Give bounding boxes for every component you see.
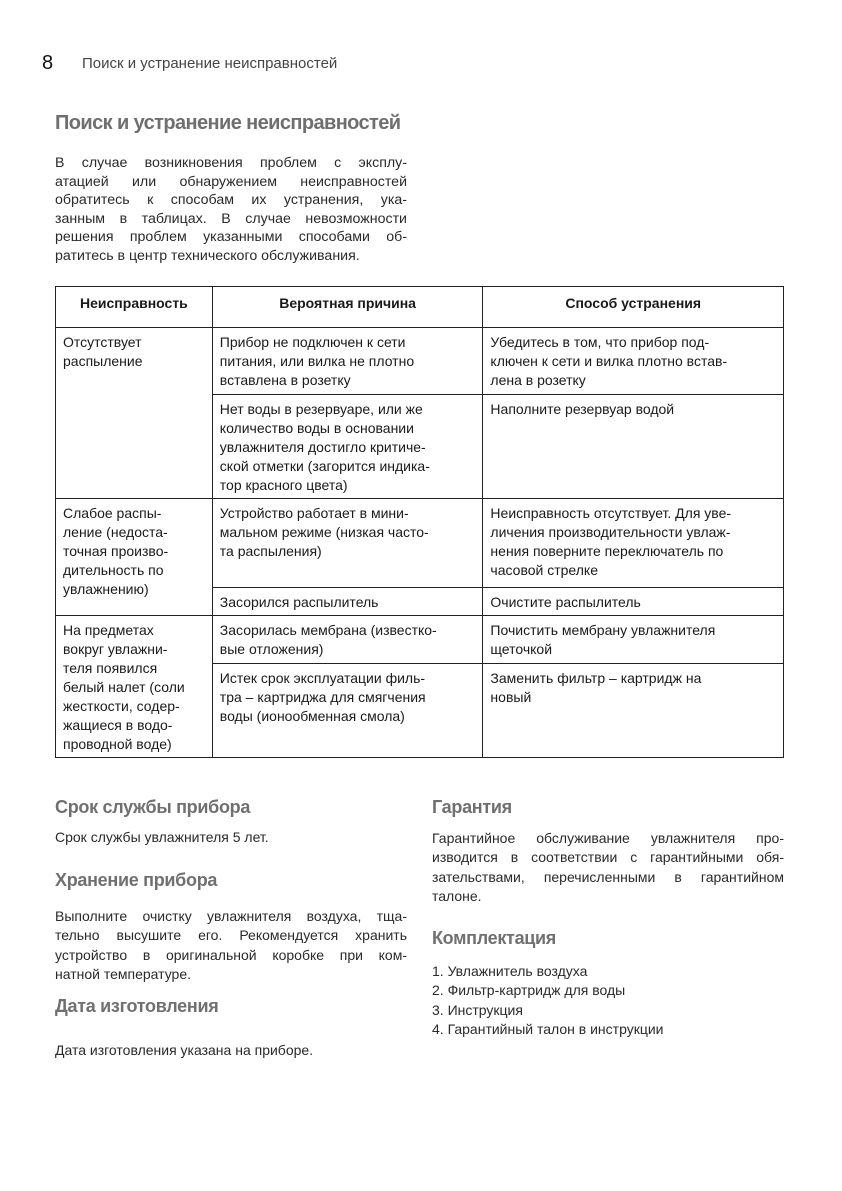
manufacture-date-text: [55, 1041, 407, 1060]
problem-cell: [56, 499, 213, 616]
cause-cell: [212, 588, 483, 616]
text-line: тельно высушите его. Рекомендуется хранить: [55, 927, 407, 944]
intro-line: обратитесь к способам их устранения, ука-: [55, 192, 407, 209]
text-line: Гарантийное обслуживание увлажнителя про-: [432, 830, 784, 846]
cell-line: количество воды в основании: [219, 420, 414, 436]
cell-line: увлажнению): [63, 581, 149, 597]
cell-line: тор красного цвета): [219, 477, 348, 493]
page-number: 8: [42, 52, 54, 74]
intro-line: атацией или обнаружением неисправностей: [55, 173, 407, 190]
text-line: устройство в оригинальной коробке при ком-: [55, 946, 407, 963]
table-row: [56, 328, 784, 395]
cell-line: Почистить мембрану увлажнителя: [490, 622, 716, 638]
warranty-text: [432, 829, 784, 906]
cell-line: мальном режиме (низкая часто-: [219, 524, 429, 540]
cell-line: Прибор не подключен к сети: [219, 334, 406, 350]
text-line: изводится в соответствии с гарантийными обя-: [432, 849, 784, 866]
cell-line: увлажнителя достигло критиче-: [219, 439, 426, 455]
cell-line: жесткости, содер-: [63, 698, 180, 714]
troubleshooting-table: [55, 286, 784, 758]
text-line: Дата изготовления указана на приборе.: [55, 1042, 314, 1058]
section-title-storage: Хранение прибора: [55, 870, 218, 890]
cell-line: вые отложения): [219, 641, 324, 657]
cell-line: щеточкой: [490, 641, 553, 657]
table-body: [56, 328, 784, 758]
table-row: [56, 616, 784, 664]
remedy-cell: [483, 664, 784, 758]
cell-line: тра – картриджа для смягчения: [219, 689, 426, 705]
cell-line: Неисправность отсутствует. Для уве-: [490, 505, 732, 521]
cell-line: Истек срок эксплуатации филь-: [219, 670, 426, 686]
cell-line: ление (недоста-: [63, 524, 168, 540]
remedy-cell: [483, 588, 784, 616]
list-item: 1. Увлажнитель воздуха: [432, 963, 588, 979]
cell-line: теля появился: [63, 660, 158, 676]
cause-cell: [212, 616, 483, 664]
cause-cell: [212, 664, 483, 758]
list-item: 2. Фильтр-картридж для воды: [432, 982, 626, 999]
section-title-warranty: Гарантия: [432, 797, 512, 817]
cell-line: лена в розетку: [490, 372, 586, 388]
cell-line: Устройство работает в мини-: [219, 505, 409, 521]
cell-line: На предметах: [63, 622, 154, 638]
cell-line: ской отметки (загорится индика-: [219, 458, 430, 474]
cell-line: вокруг увлажни-: [63, 641, 168, 657]
list-item: 3. Инструкция: [432, 1001, 523, 1018]
cell-line: Отсутствует: [63, 334, 142, 350]
problem-cell: [56, 616, 213, 758]
section-title-contents: Комплектация: [432, 928, 557, 948]
remedy-cell: [483, 616, 784, 664]
cell-line: Засорилась мембрана (известко-: [219, 622, 437, 638]
cell-line: жащиеся в водо-: [63, 717, 173, 733]
cell-line: воды (ионообменная смола): [219, 708, 405, 724]
intro-paragraph: [55, 154, 407, 266]
cell-line: часовой стрелке: [490, 562, 598, 578]
problem-cell: [56, 328, 213, 499]
cell-line: Наполните резервуар водой: [490, 401, 675, 417]
cell-line: Очистите распылитель: [490, 594, 641, 610]
section-title-manufacture-date: Дата изготовления: [55, 996, 219, 1016]
header-problem: Неисправность: [56, 287, 213, 328]
cell-line: личения производительности увлаж-: [490, 524, 731, 540]
cell-line: Убедитесь в том, что прибор под-: [490, 334, 710, 350]
cell-line: питания, или вилка не плотно: [219, 353, 415, 369]
cell-line: Слабое распы-: [63, 505, 162, 521]
running-title: Поиск и устранение неисправностей: [82, 55, 338, 72]
service-life-text: [55, 828, 407, 847]
cell-line: Засорился распылитель: [219, 594, 379, 610]
list-item: 4. Гарантийный талон в инструкции: [432, 1020, 664, 1037]
page-title: Поиск и устранение неисправностей: [55, 112, 401, 134]
cell-line: нения поверните переключатель по: [490, 543, 724, 559]
cause-cell: [212, 395, 483, 499]
remedy-cell: [483, 395, 784, 499]
cell-line: новый: [490, 689, 532, 705]
text-line: талоне.: [432, 887, 482, 904]
table-row: [56, 499, 784, 588]
cell-line: дительность по: [63, 562, 164, 578]
cell-line: ключен к сети и вилка плотно встав-: [490, 353, 728, 369]
section-title-service-life: Срок службы прибора: [55, 797, 251, 817]
header-remedy: Способ устранения: [483, 287, 784, 328]
remedy-cell: [483, 328, 784, 395]
cause-cell: [212, 328, 483, 395]
intro-line: решения проблем указанными способами об-: [55, 229, 407, 246]
cell-line: распыление: [63, 353, 143, 369]
text-line: зательствами, перечисленными в гарантийном: [432, 868, 784, 885]
cell-line: проводной воде): [63, 736, 172, 752]
contents-list: [432, 962, 784, 1039]
cell-line: Заменить фильтр – картридж на: [490, 670, 702, 686]
text-line: Выполните очистку увлажнителя воздуха, тща-: [55, 908, 407, 924]
cell-line: вставлена в розетку: [219, 372, 351, 388]
storage-text: [55, 907, 407, 984]
header-cause: Вероятная причина: [212, 287, 483, 328]
table-header-row: [56, 287, 784, 328]
text-line: Срок службы увлажнителя 5 лет.: [55, 829, 269, 845]
cell-line: та распыления): [219, 543, 322, 559]
cell-line: точная произво-: [63, 543, 169, 559]
cell-line: белый налет (соли: [63, 679, 185, 695]
remedy-cell: [483, 499, 784, 588]
cause-cell: [212, 499, 483, 588]
intro-line: ратитесь в центр технического обслуживания.: [55, 247, 360, 264]
intro-line: В случае возникновения проблем с эксплу-: [55, 155, 407, 171]
intro-line: занным в таблицах. В случае невозможности: [55, 210, 407, 227]
cell-line: Нет воды в резервуаре, или же: [219, 401, 423, 417]
text-line: натной температуре.: [55, 965, 192, 982]
